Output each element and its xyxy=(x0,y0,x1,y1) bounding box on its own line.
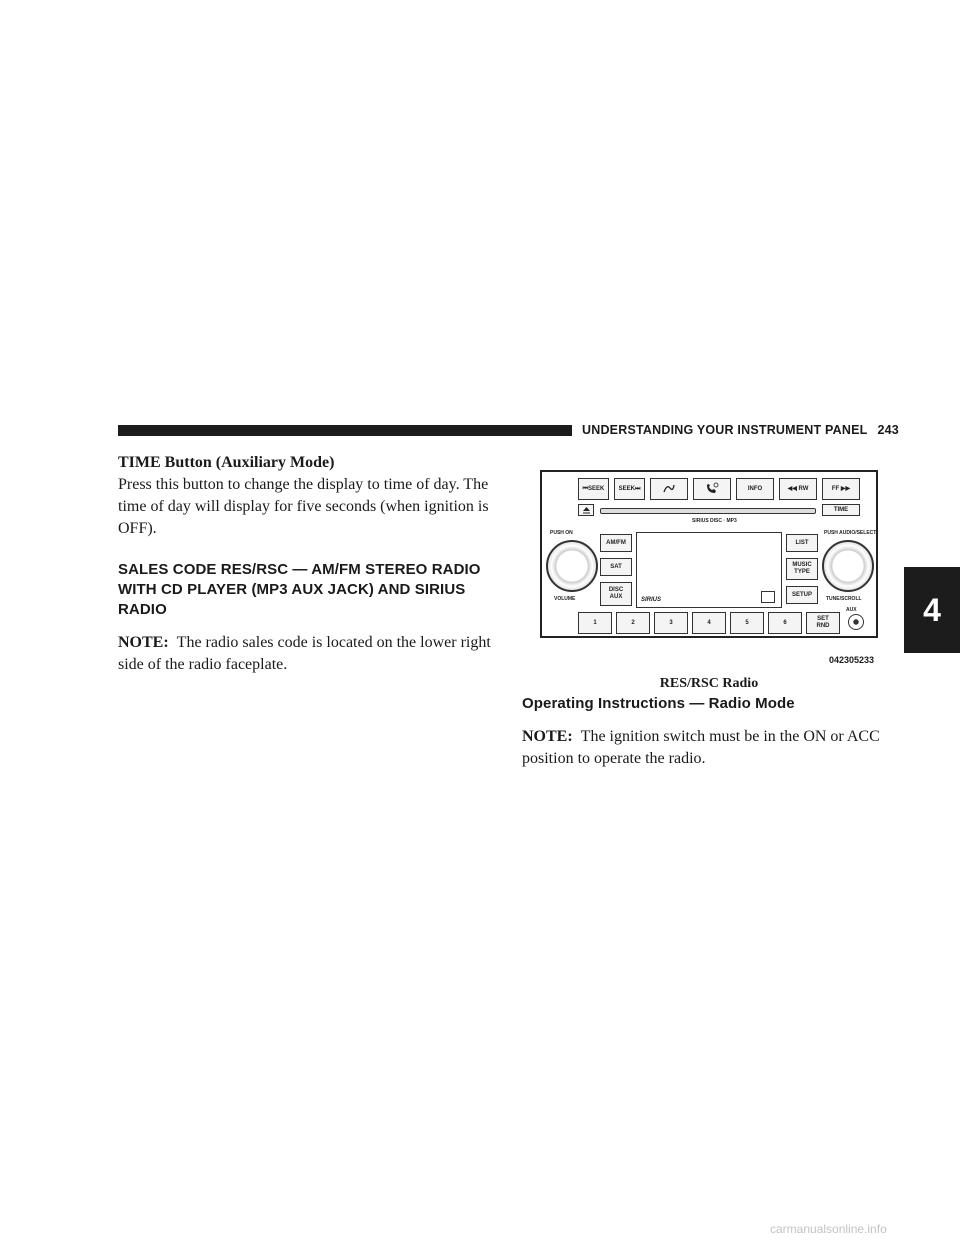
sat-button: SAT xyxy=(600,558,632,576)
knob-left-bottom-label: VOLUME xyxy=(554,596,576,602)
note-text: The radio sales code is located on the lower right side of the radio faceplate. xyxy=(118,634,491,673)
header-section-title: UNDERSTANDING YOUR INSTRUMENT PANEL xyxy=(582,423,868,437)
running-header xyxy=(582,423,899,437)
figure-id: 042305233 xyxy=(829,655,875,665)
info-button: INFO xyxy=(736,478,774,500)
preset-button-5: 5 xyxy=(730,612,764,634)
figure-caption: RES/RSC Radio xyxy=(659,676,759,691)
rewind-button: ◀◀ RW xyxy=(779,478,817,500)
page-number: 243 xyxy=(877,423,899,437)
setup-button: SETUP xyxy=(786,586,818,604)
tune-knob xyxy=(822,540,874,592)
note-label: NOTE: xyxy=(522,728,573,745)
left-column xyxy=(118,452,496,676)
radio-display xyxy=(636,532,782,608)
chapter-tab: 4 xyxy=(904,567,960,653)
fast-forward-button: FF ▶▶ xyxy=(822,478,860,500)
set-rnd-button: SET RND xyxy=(806,612,840,634)
aux-label: AUX xyxy=(846,607,857,613)
watermark: carmanualsonline.info xyxy=(770,1222,887,1236)
preset-button-6: 6 xyxy=(768,612,802,634)
cd-slot xyxy=(600,508,816,514)
time-button-body: Press this button to change the display to time of day. The time of day will display for five seconds (when ignition is OFF). xyxy=(118,476,489,537)
right-column xyxy=(522,694,900,770)
phone-icon xyxy=(704,482,720,496)
header-rule xyxy=(118,425,572,436)
radio-figure xyxy=(540,470,878,638)
cd-logo-icon xyxy=(761,591,775,603)
note-label: NOTE: xyxy=(118,634,169,651)
operating-instructions-title: Operating Instructions — Radio Mode xyxy=(522,695,795,712)
preset-button-1: 1 xyxy=(578,612,612,634)
music-type-button: MUSIC TYPE xyxy=(786,558,818,580)
sales-code-note xyxy=(118,632,496,676)
knob-left-top-label: PUSH ON xyxy=(550,530,573,536)
preset-button-3: 3 xyxy=(654,612,688,634)
voice-button xyxy=(650,478,688,500)
knob-right-top-label: PUSH AUDIO/SELECT xyxy=(824,530,877,536)
seek-up-button: SEEK⏭ xyxy=(614,478,645,500)
sirius-logo: SIRIUS xyxy=(641,597,662,603)
preset-button-2: 2 xyxy=(616,612,650,634)
volume-knob xyxy=(546,540,598,592)
am-fm-button: AM/FM xyxy=(600,534,632,552)
eject-button xyxy=(578,504,594,516)
voice-icon xyxy=(661,482,677,496)
slot-label: SIRIUS DISC · MP3 xyxy=(692,518,737,524)
disc-aux-button: DISC AUX xyxy=(600,582,632,606)
note-text: The ignition switch must be in the ON or ACC position to operate the radio. xyxy=(522,728,880,767)
knob-right-bottom-label: TUNE/SCROLL xyxy=(826,596,862,602)
operating-note xyxy=(522,726,900,770)
time-button: TIME xyxy=(822,504,860,516)
preset-button-4: 4 xyxy=(692,612,726,634)
sales-code-section-title: SALES CODE RES/RSC — AM/FM STEREO RADIO WITH CD PLAYER (MP3 AUX JACK) AND SIRIUS RADIO xyxy=(118,561,481,618)
list-button: LIST xyxy=(786,534,818,552)
phone-button xyxy=(693,478,731,500)
seek-down-button: ⏮SEEK xyxy=(578,478,609,500)
aux-jack-icon xyxy=(848,614,864,630)
eject-icon xyxy=(582,506,591,514)
time-button-subhead: TIME Button (Auxiliary Mode) xyxy=(118,454,335,471)
